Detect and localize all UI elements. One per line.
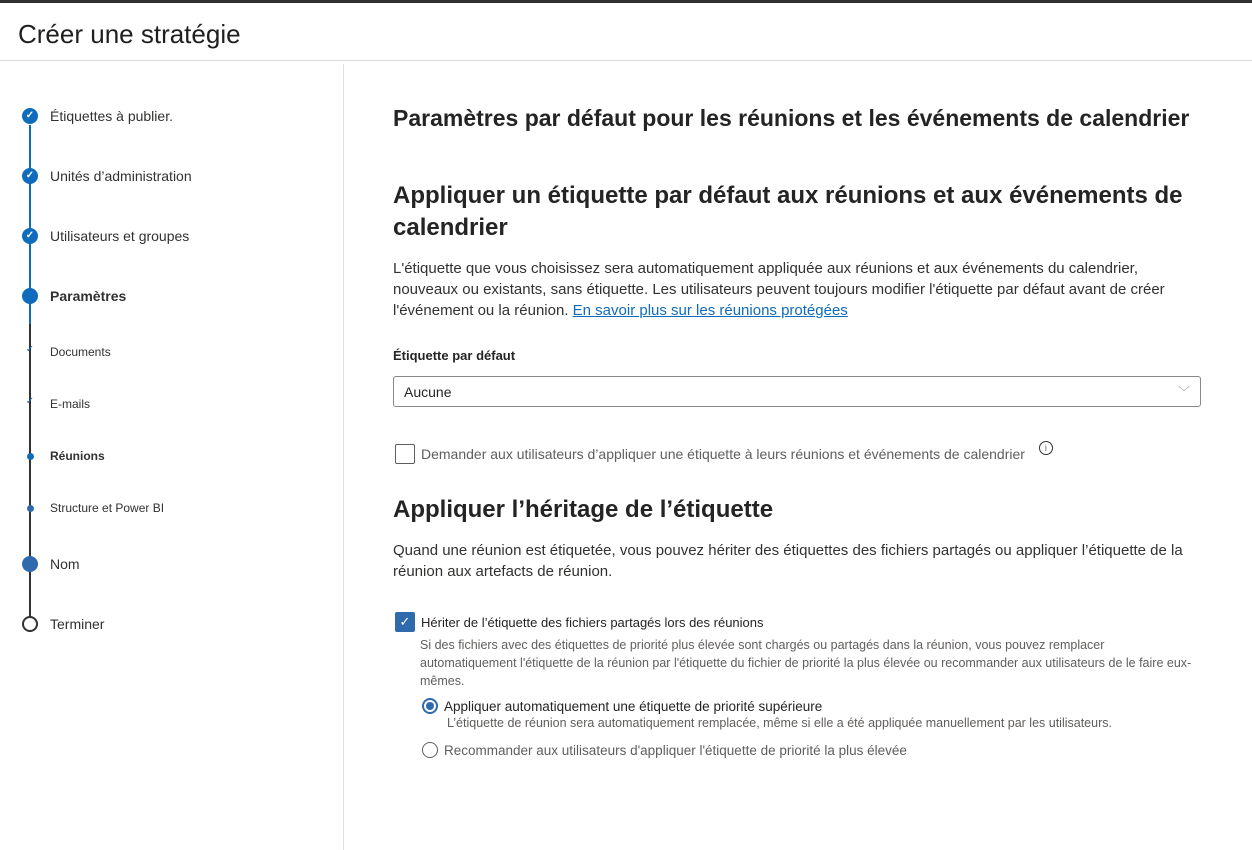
field-label: Étiquette par défaut [393,348,516,363]
inherit-description: Si des fichiers avec des étiquettes de priorité plus élevée sont chargés ou partagés dans la réunion, vous pouvez remplacer automatiquement l'étiquette de la réunion par l'étiquette du fichier de priorité la plus élevée ou recommander aux utilisateurs de le faire eux-mêmes. [420,638,1192,688]
chevron-down-icon: ﹀ [1177,385,1190,399]
radio-button[interactable] [422,742,438,758]
check-icon: ✓ [25,396,35,407]
radio-auto-apply[interactable]: Appliquer automatiquement une étiquette de priorité supérieure [422,698,1203,714]
progress-line [29,324,31,622]
default-label-dropdown[interactable]: Aucune ﹀ [393,376,1201,407]
page-title: Créer une stratégie [18,19,241,49]
check-circle-icon: ✓ [22,228,38,244]
radio-recommend[interactable]: Recommander aux utilisateurs d'appliquer l'étiquette de priorité la plus élevée [422,742,1203,758]
check-circle-icon: ✓ [22,168,38,184]
current-step-icon [22,288,38,304]
inheritance-description: Quand une réunion est étiquetée, vous pouvez hériter des étiquettes des fichiers partagés ou appliquer l’étiquette de la réunion aux artefacts de réunion. [393,542,1183,580]
info-icon[interactable]: i [1039,441,1053,455]
inherit-checkbox[interactable]: ✓ [395,612,415,632]
empty-circle-icon [22,616,38,632]
wizard-steps: ✓ Étiquettes à publier. ✓ Unités d’administration ✓ Utilisateurs et groupes Paramètres ✓ Documents ✓ E-mails Réunions Structure et Power BI Nom Terminer [0,64,344,850]
step-circle-icon [22,556,38,572]
header [0,3,1252,61]
require-label-checkbox[interactable] [395,444,415,464]
learn-more-link[interactable]: En savoir plus sur les réunions protégées [572,302,848,319]
check-icon: ✓ [25,344,35,355]
require-label-row[interactable]: Demander aux utilisateurs d’appliquer une étiquette à leurs réunions et événements de calendrier i [395,444,1203,464]
inheritance-heading: Appliquer l’héritage de l’étiquette [393,496,774,523]
main-content [393,64,1203,758]
dot-icon [27,505,34,512]
inherit-row[interactable]: ✓ Hériter de l’étiquette des fichiers partagés lors des réunions [395,612,1203,632]
radio-auto-apply-description: L’étiquette de réunion sera automatiquement remplacée, même si elle a été appliquée manuellement par les utilisateurs. [447,716,1112,730]
check-circle-icon: ✓ [22,108,38,124]
dot-icon [27,453,34,460]
default-label-description: L'étiquette que vous choisissez sera automatiquement appliquée aux réunions et aux événements du calendrier, nouveaux ou existants, sans étiquette. Les utilisateurs peuvent toujours modifier l'étiquette par défaut avant de créer l'événement ou la réunion. En savoir plus sur les réunions protégées [393,260,1165,319]
section-title: Paramètres par défaut pour les réunions et les événements de calendrier [393,105,1190,131]
radio-button[interactable] [422,698,438,714]
default-label-heading: Appliquer un étiquette par défaut aux réunions et aux événements de calendrier [393,182,1183,241]
